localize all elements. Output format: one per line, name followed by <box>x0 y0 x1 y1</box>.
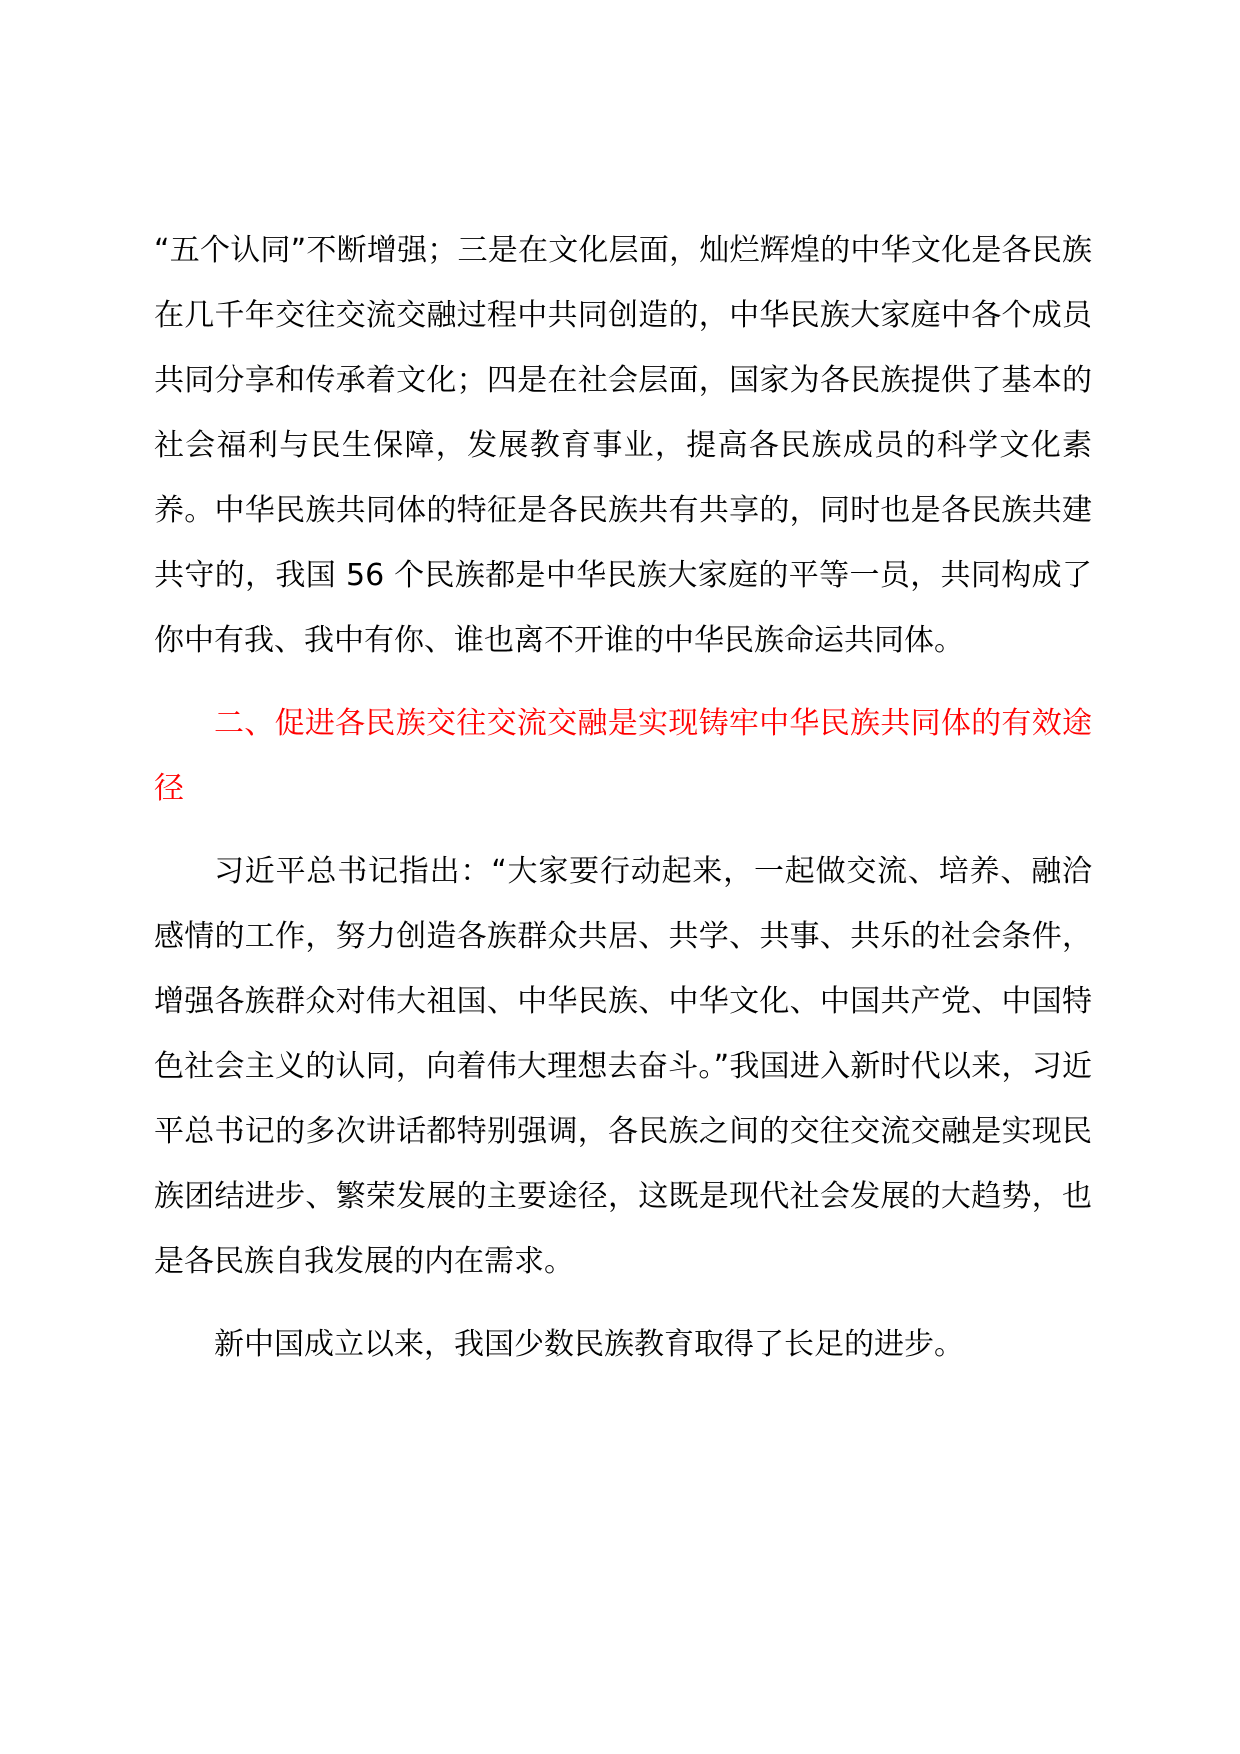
section-heading: 二、促进各民族交往交流交融是实现铸牢中华民族共同体的有效途径 <box>154 706 1092 806</box>
paragraph-continuation: “五个认同”不断增强；三是在文化层面，灿烂辉煌的中华文化是各民族在几千年交往交流交融过程中共同创造的，中华民族大家庭中各个成员共同分享和传承着文化；四是在社会层面，国家为各民族提供了基本的社会福利与民生保障，发展教育事业，提高各民族成员的科学文化素养。中华民族共同体的特征是各民族共有共享的，同时也是各民族共建共守的，我国 56 个民族都是中华民族大家庭的平等一员，共同构成了你中有我、我中有你、谁也离不开谁的中华民族命运共同体。 <box>154 233 1092 658</box>
paragraph-quote: 习近平总书记指出：“大家要行动起来，一起做交流、培养、融洽感情的工作，努力创造各族群众共居、共学、共事、共乐的社会条件，增强各族群众对伟大祖国、中华民族、中华文化、中国共产党、中国特色社会主义的认同，向着伟大理想去奋斗。”我国进入新时代以来，习近平总书记的多次讲话都特别强调，各民族之间的交往交流交融是实现民族团结进步、繁荣发展的主要途径，这既是现代社会发展的大趋势，也是各民族自我发展的内在需求。 <box>154 854 1092 1279</box>
paragraph-final: 新中国成立以来，我国少数民族教育取得了长足的进步。 <box>214 1327 964 1362</box>
document-page <box>154 218 1092 1377</box>
